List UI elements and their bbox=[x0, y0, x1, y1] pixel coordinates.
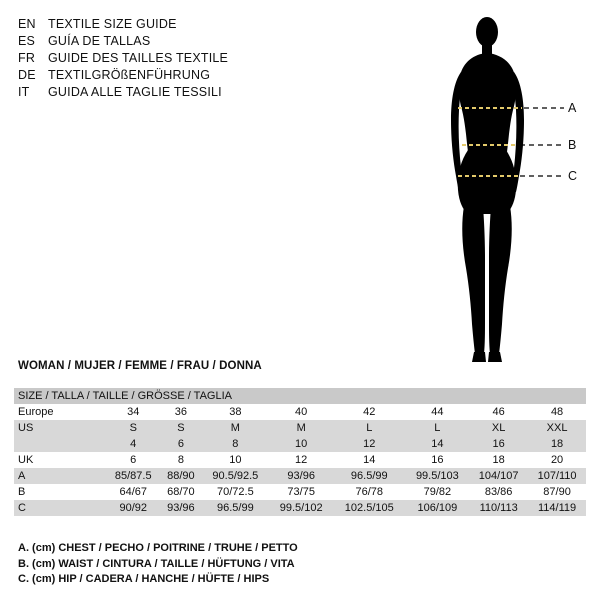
cell: M bbox=[201, 420, 269, 436]
cell: 90.5/92.5 bbox=[201, 468, 269, 484]
guide-label-a: A bbox=[568, 101, 577, 115]
cell: S bbox=[106, 420, 160, 436]
table-row bbox=[14, 484, 586, 500]
cell: 10 bbox=[201, 452, 269, 468]
cell: 79/82 bbox=[406, 484, 470, 500]
cell: 44 bbox=[406, 404, 470, 420]
row-label: C bbox=[14, 500, 106, 516]
cell: XXL bbox=[528, 420, 586, 436]
cell: 110/113 bbox=[469, 500, 528, 516]
row-label: Europe bbox=[14, 404, 106, 420]
cell: 83/86 bbox=[469, 484, 528, 500]
section-title: WOMAN / MUJER / FEMME / FRAU / DONNA bbox=[18, 360, 262, 372]
language-code-de: DE bbox=[18, 68, 36, 82]
language-code-fr: FR bbox=[18, 51, 36, 65]
cell: 64/67 bbox=[106, 484, 160, 500]
language-row-it bbox=[18, 84, 348, 101]
cell: L bbox=[333, 420, 406, 436]
cell: 87/90 bbox=[528, 484, 586, 500]
cell: 14 bbox=[333, 452, 406, 468]
cell: 93/96 bbox=[269, 468, 333, 484]
row-label: US bbox=[14, 420, 106, 436]
cell: 99.5/102 bbox=[269, 500, 333, 516]
cell: 93/96 bbox=[160, 500, 201, 516]
female-silhouette-icon bbox=[430, 10, 590, 370]
cell: 96.5/99 bbox=[201, 500, 269, 516]
cell: 20 bbox=[528, 452, 586, 468]
row-label: UK bbox=[14, 452, 106, 468]
cell: 40 bbox=[269, 404, 333, 420]
cell: 36 bbox=[160, 404, 201, 420]
cell: 96.5/99 bbox=[333, 468, 406, 484]
table-row bbox=[14, 468, 586, 484]
cell: 106/109 bbox=[406, 500, 470, 516]
cell: 88/90 bbox=[160, 468, 201, 484]
language-header-block bbox=[18, 16, 348, 101]
cell: L bbox=[406, 420, 470, 436]
table-header-label: SIZE / TALLA / TAILLE / GRÖSSE / TAGLIA bbox=[14, 388, 586, 404]
size-table bbox=[14, 388, 586, 516]
cell: 102.5/105 bbox=[333, 500, 406, 516]
measurement-legend bbox=[18, 541, 298, 588]
guide-label-b: B bbox=[568, 138, 577, 152]
language-title-en: TEXTILE SIZE GUIDE bbox=[48, 17, 177, 31]
cell: 104/107 bbox=[469, 468, 528, 484]
cell: XL bbox=[469, 420, 528, 436]
cell: 114/119 bbox=[528, 500, 586, 516]
cell: 18 bbox=[469, 452, 528, 468]
table-row bbox=[14, 404, 586, 420]
legend-item-b: B. (cm) WAIST / CINTURA / TAILLE / HÜFTUNG / VITA bbox=[18, 557, 295, 570]
cell: 12 bbox=[269, 452, 333, 468]
cell: 68/70 bbox=[160, 484, 201, 500]
cell: 76/78 bbox=[333, 484, 406, 500]
cell: 90/92 bbox=[106, 500, 160, 516]
cell: 73/75 bbox=[269, 484, 333, 500]
legend-item-c: C. (cm) HIP / CADERA / HANCHE / HÜFTE / HIPS bbox=[18, 573, 270, 585]
cell: 8 bbox=[201, 436, 269, 452]
row-label: A bbox=[14, 468, 106, 484]
cell: 70/72.5 bbox=[201, 484, 269, 500]
language-code-it: IT bbox=[18, 85, 30, 99]
cell: 107/110 bbox=[528, 468, 586, 484]
cell: 4 bbox=[106, 436, 160, 452]
language-row-fr bbox=[18, 50, 348, 67]
cell: 12 bbox=[333, 436, 406, 452]
cell: 38 bbox=[201, 404, 269, 420]
cell: 14 bbox=[406, 436, 470, 452]
language-code-es: ES bbox=[18, 34, 36, 48]
language-code-en: EN bbox=[18, 17, 36, 31]
language-title-it: GUIDA ALLE TAGLIE TESSILI bbox=[48, 85, 222, 99]
cell: 42 bbox=[333, 404, 406, 420]
cell: 46 bbox=[469, 404, 528, 420]
table-row bbox=[14, 452, 586, 468]
cell: 48 bbox=[528, 404, 586, 420]
cell: 85/87.5 bbox=[106, 468, 160, 484]
cell: M bbox=[269, 420, 333, 436]
cell: 18 bbox=[528, 436, 586, 452]
language-row-de bbox=[18, 67, 348, 84]
language-title-fr: GUIDE DES TAILLES TEXTILE bbox=[48, 51, 229, 65]
language-row-es bbox=[18, 33, 348, 50]
cell: 34 bbox=[106, 404, 160, 420]
language-row-en bbox=[18, 16, 348, 33]
row-label: B bbox=[14, 484, 106, 500]
cell: 16 bbox=[406, 452, 470, 468]
row-label bbox=[14, 436, 106, 452]
table-row bbox=[14, 420, 586, 436]
cell: S bbox=[160, 420, 201, 436]
table-header-row bbox=[14, 388, 586, 404]
cell: 10 bbox=[269, 436, 333, 452]
cell: 6 bbox=[160, 436, 201, 452]
cell: 6 bbox=[106, 452, 160, 468]
table-row bbox=[14, 500, 586, 516]
legend-item-a: A. (cm) CHEST / PECHO / POITRINE / TRUHE / PETTO bbox=[18, 542, 298, 554]
table-row bbox=[14, 436, 586, 452]
cell: 99.5/103 bbox=[406, 468, 470, 484]
cell: 16 bbox=[469, 436, 528, 452]
language-title-es: GUÍA DE TALLAS bbox=[48, 34, 151, 48]
guide-label-c: C bbox=[568, 169, 578, 183]
language-title-de: TEXTILGRÖßENFÜHRUNG bbox=[48, 68, 211, 82]
female-body-figure bbox=[430, 10, 590, 370]
cell: 8 bbox=[160, 452, 201, 468]
